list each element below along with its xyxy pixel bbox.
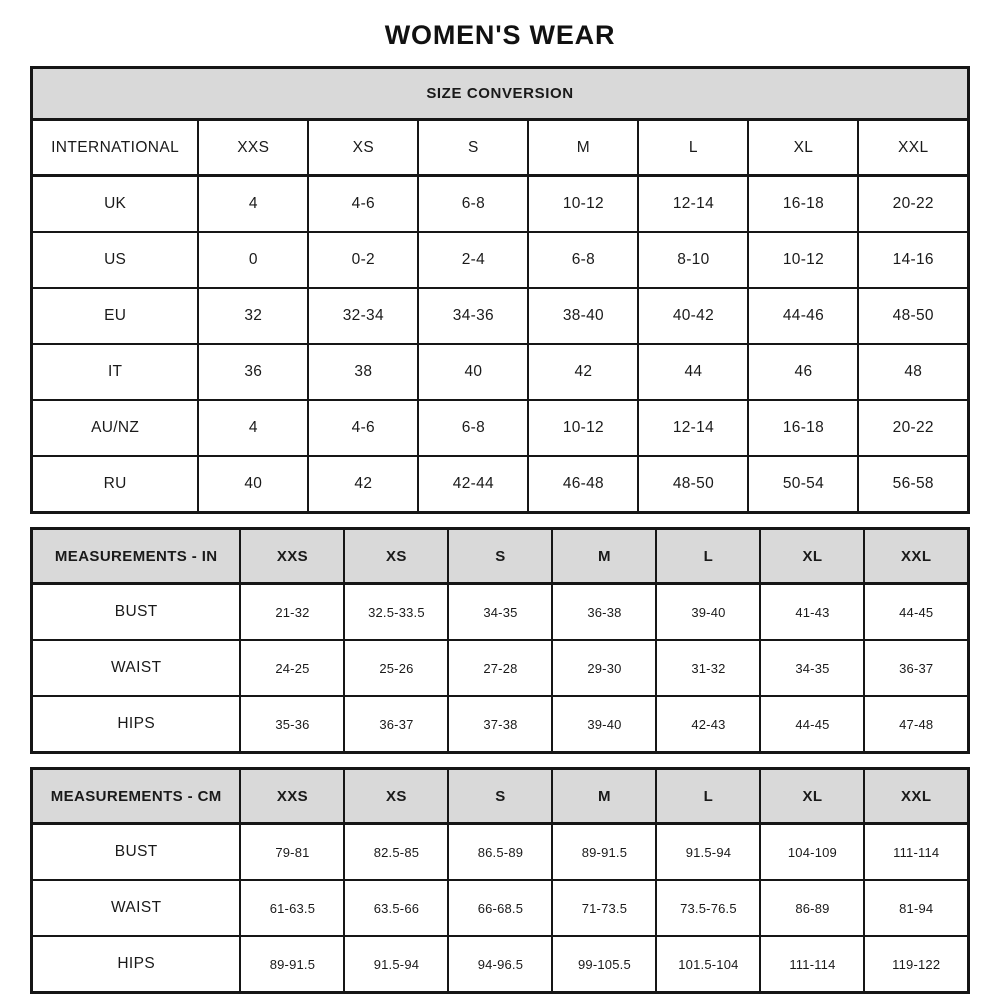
cell-value: 34-35 (760, 640, 864, 696)
cell-value: 16-18 (748, 400, 858, 456)
row-label: BUST (32, 584, 241, 641)
cell-value: 10-12 (528, 176, 638, 233)
table-row (32, 288, 969, 344)
cell-value: 35-36 (240, 696, 344, 753)
cell-value: 50-54 (748, 456, 858, 513)
row-label: WAIST (32, 880, 241, 936)
cell-value: 32.5-33.5 (344, 584, 448, 641)
cell-value: 29-30 (552, 640, 656, 696)
cell-value: 42 (308, 456, 418, 513)
cell-value: 4-6 (308, 400, 418, 456)
column-header: L (638, 120, 748, 176)
cell-value: 111-114 (864, 824, 968, 881)
cell-value: 42 (528, 344, 638, 400)
measurements-cm-columns-row (32, 769, 969, 824)
cell-value: 44 (638, 344, 748, 400)
table-row (32, 584, 969, 641)
cell-value: 42-44 (418, 456, 528, 513)
cell-value: 48 (858, 344, 968, 400)
cell-value: 91.5-94 (656, 824, 760, 881)
cell-value: 47-48 (864, 696, 968, 753)
column-header: XL (760, 529, 864, 584)
cell-value: 20-22 (858, 400, 968, 456)
column-header: S (448, 529, 552, 584)
table-row (32, 936, 969, 993)
cell-value: 2-4 (418, 232, 528, 288)
cell-value: 119-122 (864, 936, 968, 993)
column-header: XS (308, 120, 418, 176)
cell-value: 40-42 (638, 288, 748, 344)
cell-value: 10-12 (748, 232, 858, 288)
table-row (32, 232, 969, 288)
cell-value: 34-35 (448, 584, 552, 641)
column-header: S (448, 769, 552, 824)
table-title-cell: MEASUREMENTS - IN (32, 529, 241, 584)
column-header: XL (748, 120, 858, 176)
cell-value: 56-58 (858, 456, 968, 513)
measurements-in-columns-row (32, 529, 969, 584)
row-label: US (32, 232, 199, 288)
cell-value: 6-8 (528, 232, 638, 288)
cell-value: 25-26 (344, 640, 448, 696)
cell-value: 21-32 (240, 584, 344, 641)
cell-value: 71-73.5 (552, 880, 656, 936)
column-header: M (552, 529, 656, 584)
row-label: IT (32, 344, 199, 400)
cell-value: 12-14 (638, 400, 748, 456)
cell-value: 36-37 (344, 696, 448, 753)
cell-value: 73.5-76.5 (656, 880, 760, 936)
cell-value: 44-45 (760, 696, 864, 753)
cell-value: 4 (198, 400, 308, 456)
size-conversion-title: SIZE CONVERSION (32, 68, 969, 120)
size-conversion-header-row (32, 68, 969, 120)
cell-value: 42-43 (656, 696, 760, 753)
cell-value: 99-105.5 (552, 936, 656, 993)
column-header: XXS (240, 769, 344, 824)
row-label: BUST (32, 824, 241, 881)
column-header: XS (344, 529, 448, 584)
cell-value: 46 (748, 344, 858, 400)
table-row (32, 696, 969, 753)
cell-value: 4 (198, 176, 308, 233)
column-header: XS (344, 769, 448, 824)
cell-value: 16-18 (748, 176, 858, 233)
column-header: XXS (240, 529, 344, 584)
cell-value: 32 (198, 288, 308, 344)
row-label: AU/NZ (32, 400, 199, 456)
measurements-cm-table (30, 767, 970, 994)
cell-value: 111-114 (760, 936, 864, 993)
cell-value: 38-40 (528, 288, 638, 344)
cell-value: 39-40 (656, 584, 760, 641)
column-header: XXL (864, 769, 968, 824)
cell-value: 82.5-85 (344, 824, 448, 881)
cell-value: 101.5-104 (656, 936, 760, 993)
cell-value: 20-22 (858, 176, 968, 233)
table-row (32, 344, 969, 400)
column-header: XXL (864, 529, 968, 584)
cell-value: 81-94 (864, 880, 968, 936)
cell-value: 89-91.5 (552, 824, 656, 881)
cell-value: 86.5-89 (448, 824, 552, 881)
cell-value: 86-89 (760, 880, 864, 936)
row-label: HIPS (32, 696, 241, 753)
cell-value: 36-38 (552, 584, 656, 641)
column-header: XXS (198, 120, 308, 176)
cell-value: 24-25 (240, 640, 344, 696)
cell-value: 6-8 (418, 176, 528, 233)
cell-value: 14-16 (858, 232, 968, 288)
cell-value: 48-50 (638, 456, 748, 513)
column-header: S (418, 120, 528, 176)
cell-value: 4-6 (308, 176, 418, 233)
cell-value: 41-43 (760, 584, 864, 641)
row-label: UK (32, 176, 199, 233)
cell-value: 44-46 (748, 288, 858, 344)
column-header: L (656, 529, 760, 584)
cell-value: 0 (198, 232, 308, 288)
cell-value: 44-45 (864, 584, 968, 641)
table-row (32, 400, 969, 456)
cell-value: 12-14 (638, 176, 748, 233)
size-conversion-columns-row (32, 120, 969, 176)
table-row (32, 456, 969, 513)
cell-value: 36-37 (864, 640, 968, 696)
cell-value: 8-10 (638, 232, 748, 288)
table-row (32, 880, 969, 936)
cell-value: 32-34 (308, 288, 418, 344)
cell-value: 40 (198, 456, 308, 513)
cell-value: 27-28 (448, 640, 552, 696)
cell-value: 39-40 (552, 696, 656, 753)
cell-value: 94-96.5 (448, 936, 552, 993)
row-label: WAIST (32, 640, 241, 696)
measurements-in-table (30, 527, 970, 754)
cell-value: 34-36 (418, 288, 528, 344)
cell-value: 104-109 (760, 824, 864, 881)
cell-value: 0-2 (308, 232, 418, 288)
column-header: L (656, 769, 760, 824)
cell-value: 48-50 (858, 288, 968, 344)
page-title: WOMEN'S WEAR (384, 20, 616, 50)
table-row (32, 176, 969, 233)
cell-value: 36 (198, 344, 308, 400)
cell-value: 61-63.5 (240, 880, 344, 936)
table-row (32, 640, 969, 696)
size-conversion-table (30, 66, 970, 514)
table-title-cell: INTERNATIONAL (32, 120, 199, 176)
column-header: M (528, 120, 638, 176)
cell-value: 6-8 (418, 400, 528, 456)
table-row (32, 824, 969, 881)
cell-value: 31-32 (656, 640, 760, 696)
cell-value: 38 (308, 344, 418, 400)
cell-value: 89-91.5 (240, 936, 344, 993)
column-header: XL (760, 769, 864, 824)
cell-value: 79-81 (240, 824, 344, 881)
row-label: RU (32, 456, 199, 513)
column-header: XXL (858, 120, 968, 176)
cell-value: 91.5-94 (344, 936, 448, 993)
row-label: EU (32, 288, 199, 344)
cell-value: 37-38 (448, 696, 552, 753)
cell-value: 10-12 (528, 400, 638, 456)
column-header: M (552, 769, 656, 824)
cell-value: 66-68.5 (448, 880, 552, 936)
cell-value: 46-48 (528, 456, 638, 513)
row-label: HIPS (32, 936, 241, 993)
cell-value: 63.5-66 (344, 880, 448, 936)
table-title-cell: MEASUREMENTS - CM (32, 769, 241, 824)
cell-value: 40 (418, 344, 528, 400)
